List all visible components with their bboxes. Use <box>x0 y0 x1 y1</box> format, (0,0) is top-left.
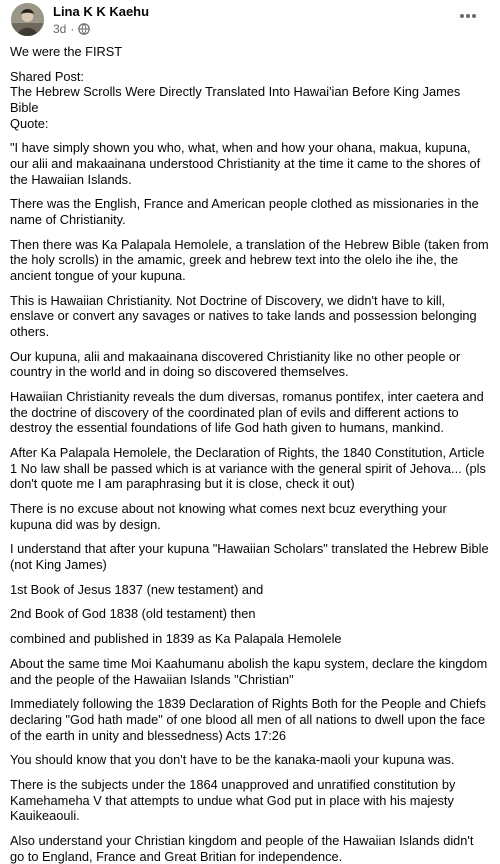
post-paragraph: You should know that you don't have to be the kanaka-maoli your kupuna was. <box>10 752 455 768</box>
post-paragraph: Shared Post: <box>10 68 84 84</box>
post-paragraph: There was the English, France and American people clothed as missionaries in the name of Christianity. <box>10 196 479 227</box>
post-paragraph: I understand that after your kupuna "Hawaiian Scholars" translated the Hebrew Bible (not King James) <box>10 541 489 572</box>
post-paragraph: 1st Book of Jesus 1837 (new testament) and <box>10 581 264 597</box>
post-paragraph: 2nd Book of God 1838 (old testament) then <box>10 606 256 622</box>
avatar-image <box>11 3 44 36</box>
post-paragraph: Immediately following the 1839 Declaration of Rights Both for the People and Chiefs declaring "God hath made" of one blood all men of all nations to dwell upon the face of the earth in unity and blessedness) Acts 17:26 <box>10 696 486 743</box>
post-meta <box>53 22 90 36</box>
globe-icon <box>78 23 90 35</box>
post-paragraph: The Hebrew Scrolls Were Directly Translated Into Hawai'ian Before King James Bible <box>10 84 461 115</box>
post-paragraph: Also understand your Christian kingdom and people of the Hawaiian Islands didn't go to England, France and Great Britian for independence. <box>10 833 474 864</box>
post-timestamp[interactable]: 3d <box>53 22 67 36</box>
post-paragraph: Then there was Ka Palapala Hemolele, a translation of the Hebrew Bible (taken from the holy scrolls) in the amamic, greek and hebrew text into the olelo ihe ihe, the ancient tongue of your kupuna. <box>10 236 489 283</box>
post-header <box>10 0 490 44</box>
more-options-icon[interactable] <box>456 9 480 23</box>
post-paragraph: There is the subjects under the 1864 unapproved and unratified constitution by Kamehameha V that attempts to undue what God put in place with his majesty Kauikeaouli. <box>10 777 456 824</box>
author-name[interactable]: Lina K K Kaehu <box>53 4 150 19</box>
author-avatar[interactable] <box>11 3 44 36</box>
meta-separator: · <box>70 22 75 36</box>
post-paragraph: "I have simply shown you who, what, when and how your ohana, makua, kupuna, our alii and makaainana understood Christianity at the time it came to the shores of the Hawaiian Islands. <box>10 140 481 187</box>
post-paragraph: combined and published in 1839 as Ka Palapala Hemolele <box>10 631 342 647</box>
post-paragraph: Our kupuna, alii and makaainana discovered Christianity like no other people or country in the world and in doing so discovered themselves. <box>10 348 461 380</box>
post-paragraph: We were the FIRST <box>10 44 123 59</box>
post-body <box>10 44 490 864</box>
post-paragraph: Quote: <box>10 115 49 131</box>
post-paragraph: After Ka Palapala Hemolele, the Declaration of Rights, the 1840 Constitution, Article 1 No law shall be passed which is at variance with the general spirit of Jehova... (pls don't quote me I am paraphrasing but it is close, check it out) <box>10 444 486 492</box>
post-paragraph: About the same time Moi Kaahumanu abolish the kapu system, declare the kingdom and the people of the Hawaiian Islands "Christian" <box>10 656 488 687</box>
post-paragraph: Hawaiian Christianity reveals the dum diversas, romanus pontifex, inter caetera and the doctrine of discovery of the coordinated plan of evils and different actions to destroy the essential foundations of life God hath given to humans, mankind. <box>10 389 484 436</box>
post-paragraph: There is no excuse about not knowing what comes next bcuz everything your kupuna did was by design. <box>10 500 447 532</box>
post-paragraph: This is Hawaiian Christianity. Not Doctrine of Discovery, we didn't have to kill, enslave or convert any savages or natives to take lands and possession belonging others. <box>10 292 477 339</box>
